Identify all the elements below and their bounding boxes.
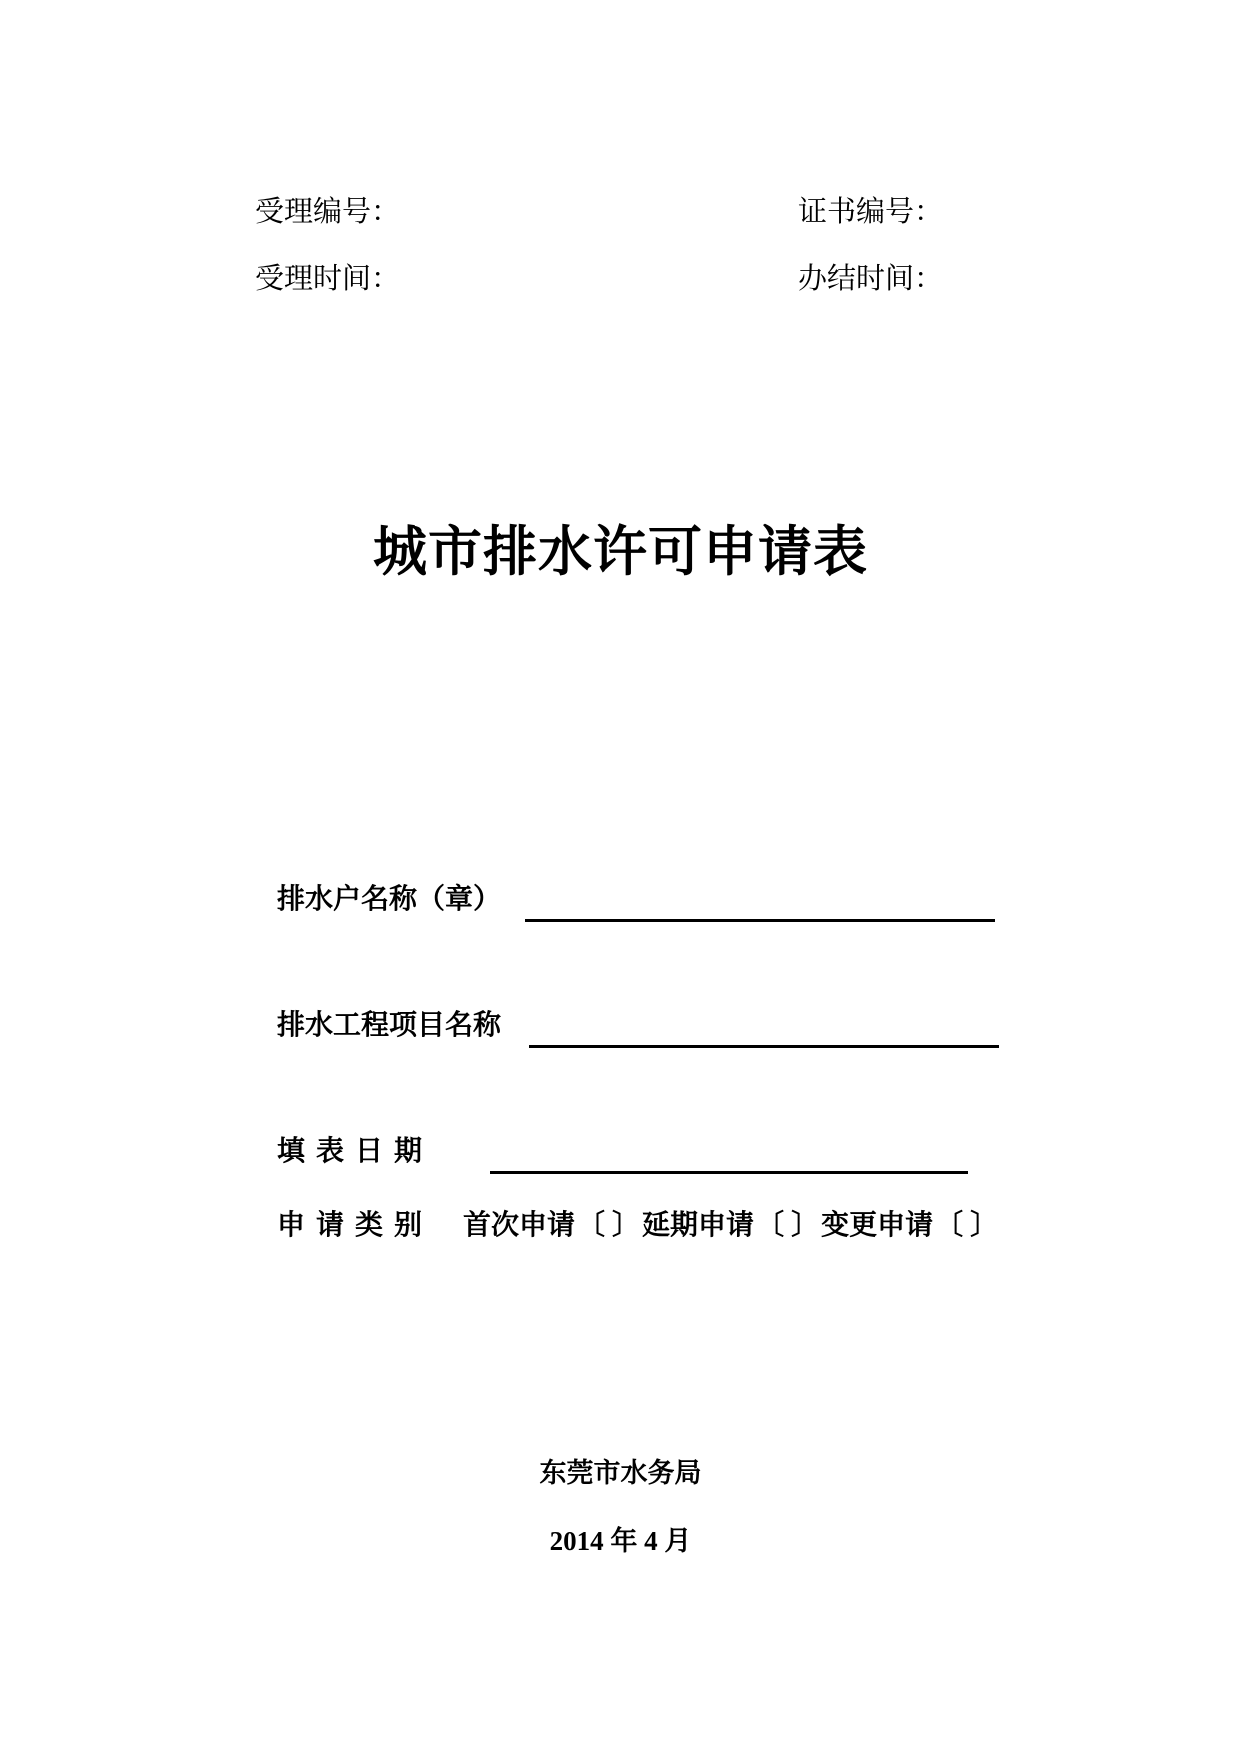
drainage-user-name-blank — [525, 879, 995, 922]
acceptance-number-label: 受理编号： — [255, 196, 401, 228]
option-first-application-checkbox: 〔 〕 — [577, 1210, 641, 1241]
certificate-number-label: 证书编号： — [798, 196, 944, 228]
issue-date: 2014 年 4 月 — [549, 1526, 692, 1556]
option-first-application — [463, 1210, 640, 1241]
option-first-application-label: 首次申请 — [463, 1210, 576, 1241]
option-change-application — [821, 1210, 998, 1241]
page-title: 城市排水许可申请表 — [373, 522, 868, 582]
fill-date-blank — [490, 1131, 968, 1174]
project-name-blank — [529, 1005, 999, 1048]
fill-date-label: 填 表 日 期 — [277, 1136, 425, 1167]
field-row-fill-date — [277, 1130, 968, 1176]
application-type-options — [463, 1210, 1000, 1241]
option-extension-application-checkbox: 〔 〕 — [756, 1210, 820, 1241]
field-row-application-type — [277, 1204, 1000, 1250]
issuing-organization: 东莞市水务局 — [539, 1458, 702, 1488]
field-row-drainage-user-name — [277, 878, 995, 924]
completion-time-label: 办结时间： — [798, 263, 944, 295]
option-change-application-label: 变更申请 — [821, 1210, 934, 1241]
application-type-label: 申 请 类 别 — [277, 1210, 425, 1241]
drainage-user-name-label: 排水户名称（章） — [277, 884, 502, 915]
option-extension-application — [642, 1210, 819, 1241]
option-extension-application-label: 延期申请 — [642, 1210, 755, 1241]
project-name-label: 排水工程项目名称 — [277, 1010, 502, 1041]
acceptance-time-label: 受理时间： — [255, 263, 401, 295]
field-row-project-name — [277, 1004, 999, 1050]
option-change-application-checkbox: 〔 〕 — [935, 1210, 999, 1241]
